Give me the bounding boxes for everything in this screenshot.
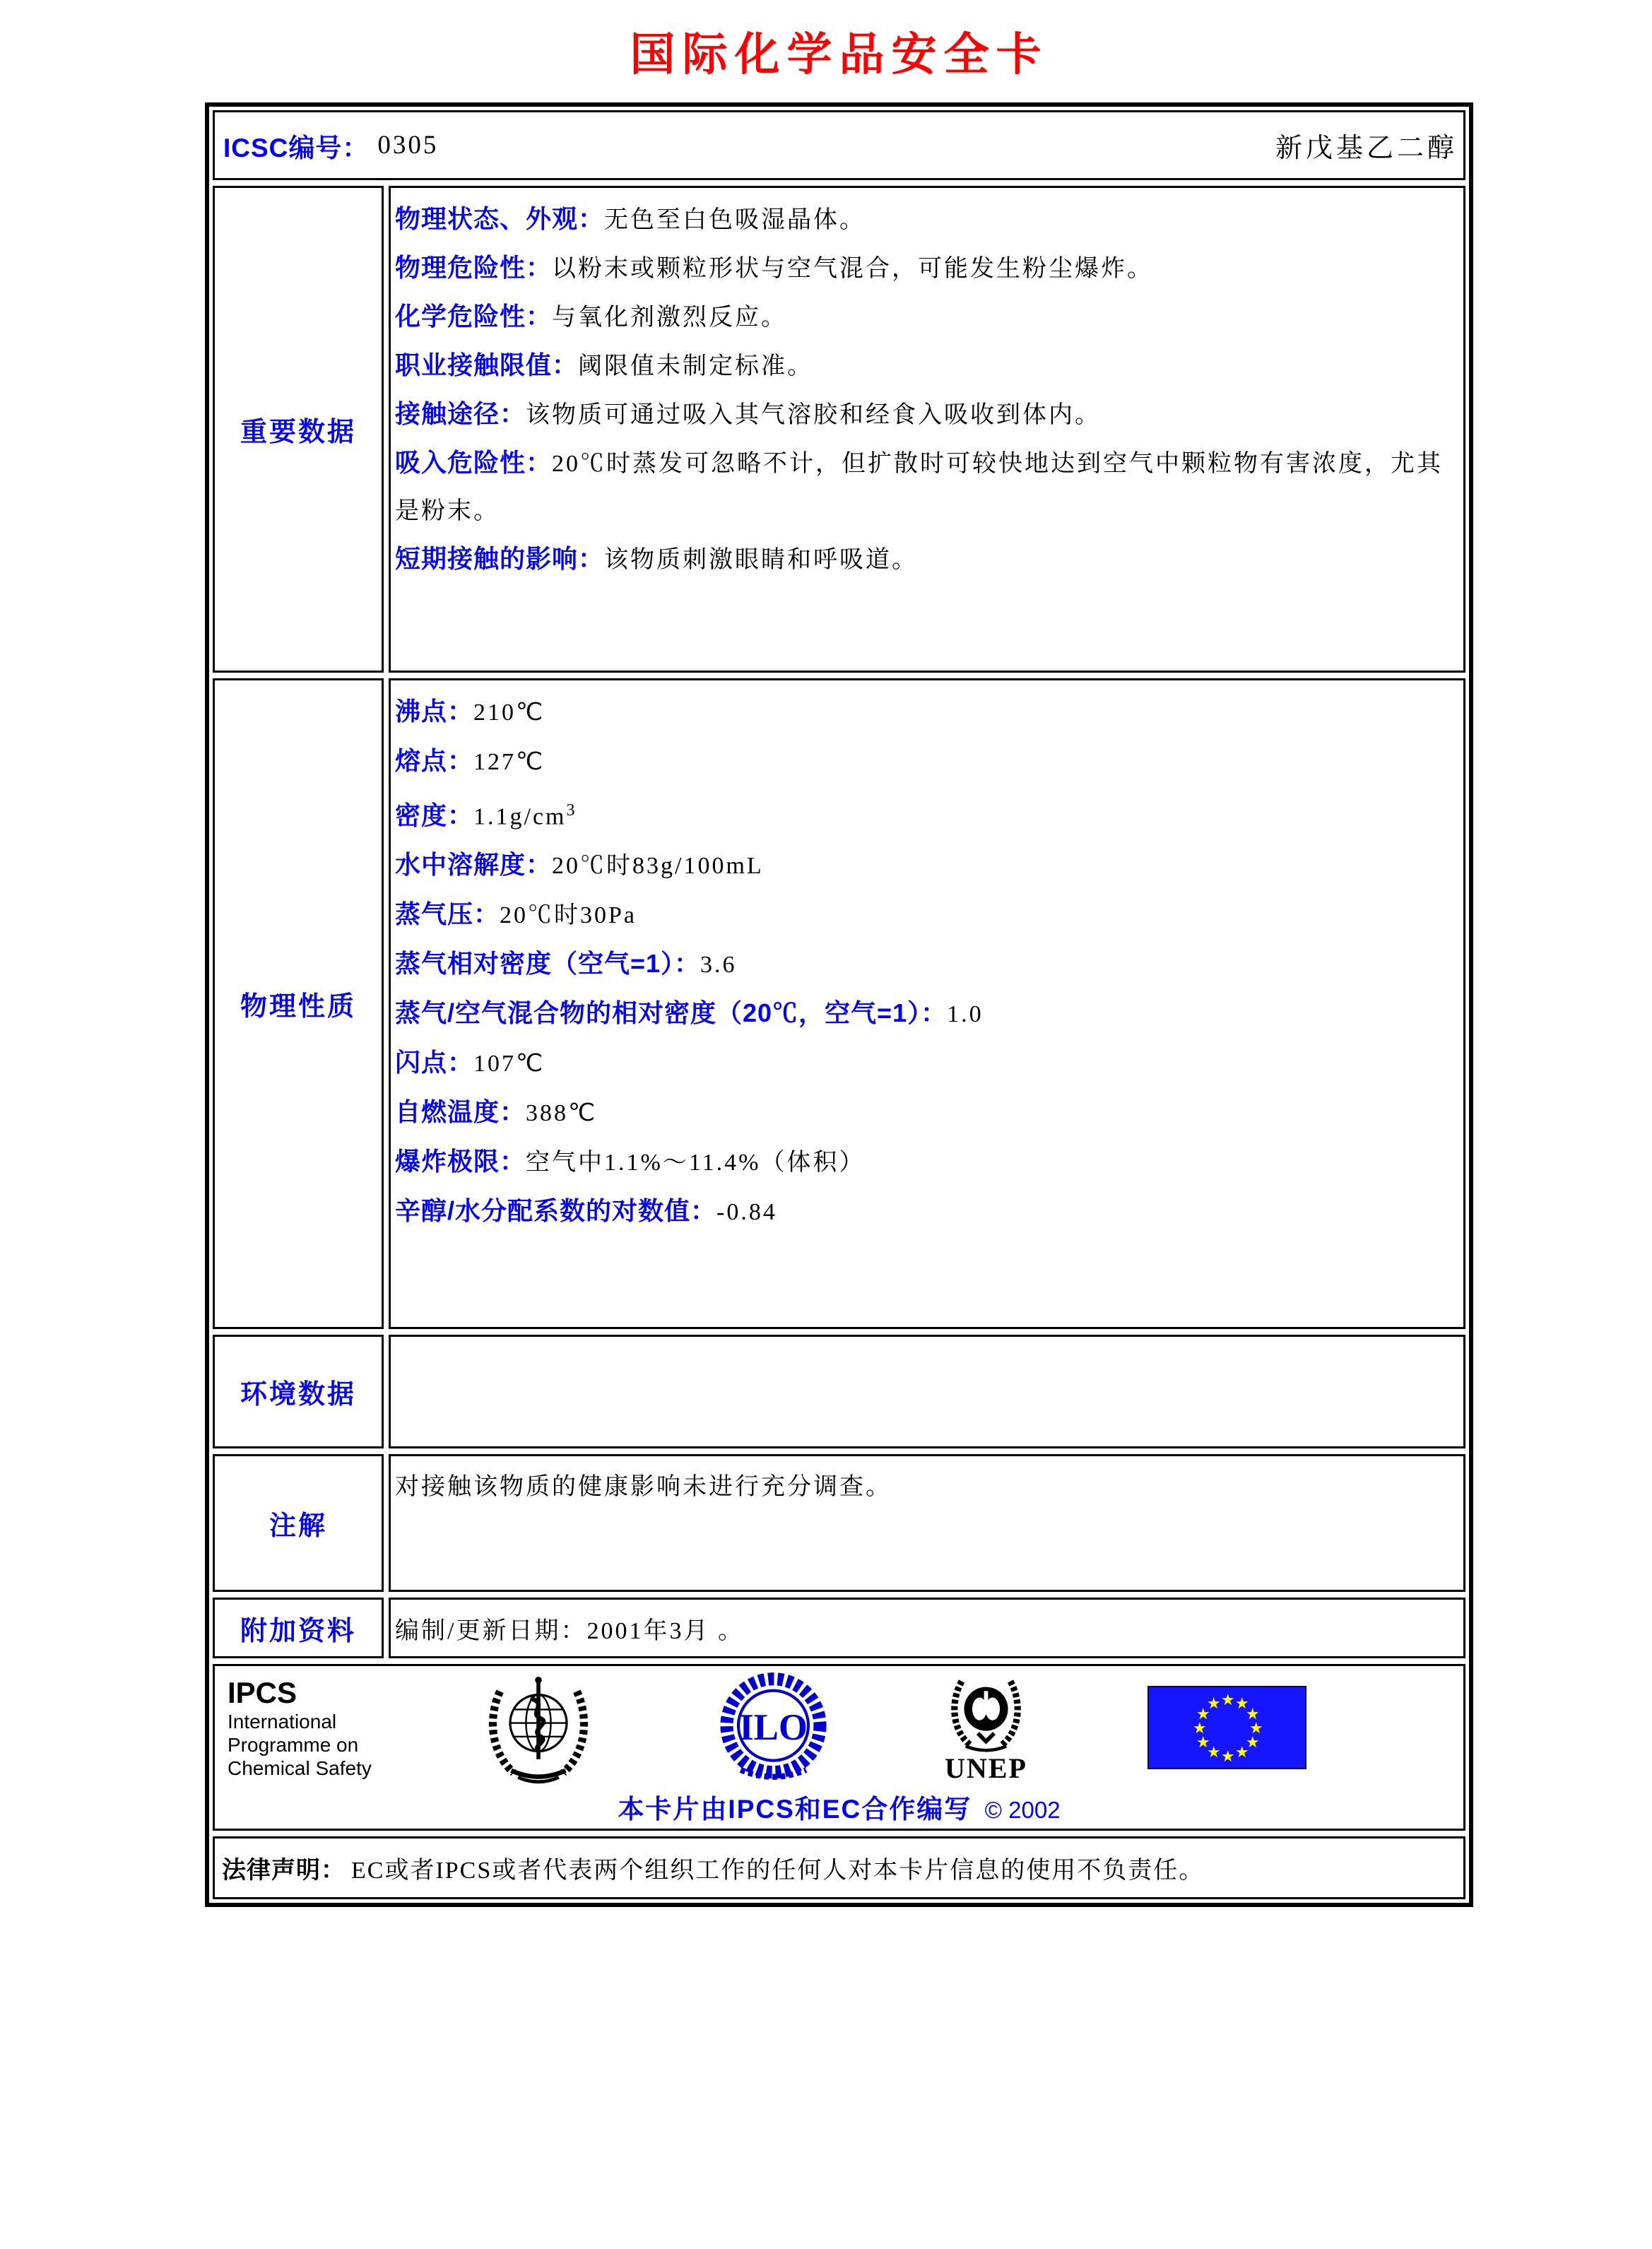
- data-line: [395, 341, 1453, 390]
- field-value: 127℃: [473, 749, 545, 775]
- field-value: 1.1g/cm: [473, 803, 567, 830]
- field-label: 物理状态、外观：: [395, 204, 605, 233]
- eu-star-icon: [1235, 1745, 1248, 1760]
- data-line: [395, 535, 1453, 584]
- section-label: 注解: [269, 1511, 327, 1541]
- important-data-label-cell: [213, 186, 384, 673]
- safety-card: [205, 102, 1473, 1907]
- physical-properties-row: [213, 678, 1465, 1329]
- field-label: 蒸气压：: [395, 899, 500, 929]
- data-line: [395, 786, 1453, 841]
- environment-data-row: [213, 1335, 1465, 1448]
- page-title: 国际化学品安全卡: [630, 30, 1049, 80]
- field-label: 熔点：: [395, 746, 474, 775]
- data-line: [395, 989, 1453, 1039]
- data-line: [395, 390, 1453, 439]
- data-line: [395, 1463, 1453, 1511]
- field-value-superscript: 3: [566, 801, 575, 820]
- ipcs-block: [222, 1676, 461, 1780]
- legal-row: [213, 1836, 1465, 1899]
- section-label: 附加资料: [240, 1616, 356, 1646]
- field-label: 密度：: [395, 801, 474, 830]
- data-line: [395, 737, 1453, 786]
- field-value: 空气中1.1%～11.4%（体积）: [526, 1150, 866, 1176]
- field-value: 与氧化剂激烈反应。: [552, 305, 788, 331]
- field-value: 1.0: [947, 1001, 984, 1028]
- field-label: 吸入危险性：: [395, 448, 553, 477]
- ipcs-title: IPCS: [228, 1675, 297, 1709]
- unep-logo-block: [945, 1673, 1027, 1783]
- additional-info-label-cell: [213, 1598, 384, 1658]
- eu-star-icon: [1193, 1720, 1205, 1736]
- field-label: 化学危险性：: [395, 302, 553, 331]
- eu-star-icon: [1196, 1735, 1209, 1750]
- header-row: [213, 110, 1465, 180]
- ipcs-subtitle-line: Programme on: [228, 1733, 359, 1756]
- field-label: 水中溶解度：: [395, 850, 553, 880]
- notes-row: [213, 1454, 1465, 1592]
- field-label: 物理危险性：: [395, 253, 553, 282]
- field-label: 爆炸极限：: [395, 1147, 526, 1176]
- field-value: 20℃时蒸发可忽略不计，但扩散时可较快地达到空气中颗粒物有害浓度，尤其是粉末。: [395, 451, 1444, 524]
- environment-data-content: [389, 1335, 1465, 1448]
- eu-star-icon: [1221, 1692, 1234, 1708]
- field-value: 该物质可通过吸入其气溶胶和经食入吸收到体内。: [526, 402, 1102, 428]
- ipcs-subtitle-line: International: [228, 1710, 337, 1733]
- ilo-logo-icon: [715, 1670, 832, 1786]
- legal-label: 法律声明：: [222, 1857, 346, 1884]
- field-value: 107℃: [473, 1051, 545, 1078]
- footer-cell: [213, 1664, 1465, 1831]
- field-label: 沸点：: [395, 697, 474, 726]
- data-line: [395, 890, 1453, 940]
- field-value: -0.84: [716, 1199, 777, 1226]
- ipcs-subtitle-line: Chemical Safety: [228, 1757, 372, 1779]
- data-line: [395, 293, 1453, 341]
- unep-logo-icon: [945, 1673, 1027, 1754]
- field-value: 阈限值未制定标准。: [578, 353, 814, 379]
- section-label: 物理性质: [240, 992, 356, 1022]
- important-data-row: [213, 186, 1465, 673]
- chemical-name: 新戊基乙二醇: [1275, 134, 1458, 163]
- eu-star-icon: [1221, 1749, 1234, 1764]
- data-line: [395, 687, 1453, 737]
- important-data-content: [389, 186, 1465, 673]
- notes-content: [389, 1454, 1465, 1592]
- icsc-number-label: ICSC编号：: [223, 133, 370, 163]
- field-value: 388℃: [526, 1100, 598, 1127]
- icsc-number-value: 0305: [377, 131, 439, 160]
- environment-data-label-cell: [213, 1335, 384, 1448]
- field-value: 20℃时30Pa: [500, 902, 637, 929]
- field-value: 210℃: [473, 700, 545, 726]
- data-line: [395, 244, 1453, 293]
- section-label: 环境数据: [240, 1380, 356, 1410]
- field-value: 该物质刺激眼睛和呼吸道。: [604, 547, 919, 573]
- field-value: 20℃时83g/100mL: [552, 853, 764, 880]
- data-line: [395, 1138, 1453, 1187]
- header-cell: [213, 110, 1465, 180]
- field-label: 职业接触限值：: [395, 350, 579, 379]
- notes-label-cell: [213, 1454, 384, 1592]
- field-label: 自燃温度：: [395, 1097, 526, 1127]
- footer-row: [213, 1664, 1465, 1831]
- data-line: [395, 940, 1453, 989]
- field-label: 闪点：: [395, 1048, 474, 1078]
- field-value: 无色至白色吸湿晶体。: [604, 207, 866, 233]
- organization-logos: [222, 1670, 1456, 1785]
- data-line: [395, 1088, 1453, 1138]
- legal-cell: [213, 1836, 1465, 1899]
- field-label: 蒸气相对密度（空气=1）：: [395, 949, 701, 979]
- physical-properties-label-cell: [213, 678, 384, 1329]
- data-line: [395, 841, 1453, 890]
- svg-text:ILO: ILO: [739, 1706, 808, 1748]
- who-logo-icon: [482, 1671, 595, 1784]
- data-line: [395, 1039, 1453, 1088]
- eu-flag-icon: [1147, 1686, 1306, 1769]
- additional-info-row: [213, 1598, 1465, 1658]
- data-line: [395, 439, 1453, 535]
- data-line: [395, 1187, 1453, 1236]
- field-label: 辛醇/水分配系数的对数值：: [395, 1196, 717, 1226]
- legal-text: EC或者IPCS或者代表两个组织工作的任何人对本卡片信息的使用不负责任。: [351, 1858, 1205, 1884]
- unep-logo-text: UNEP: [945, 1752, 1027, 1784]
- credit-text: 本卡片由IPCS和EC合作编写: [618, 1795, 972, 1824]
- physical-properties-content: [389, 678, 1465, 1329]
- field-value: 3.6: [700, 952, 737, 979]
- credit-line: [222, 1788, 1456, 1826]
- additional-info-content: [389, 1598, 1465, 1658]
- data-line: [395, 195, 1453, 244]
- field-value: 对接触该物质的健康影响未进行充分调查。: [395, 1474, 892, 1500]
- field-value: 编制/更新日期：2001年3月 。: [395, 1617, 744, 1644]
- field-label: 蒸气/空气混合物的相对密度（20℃，空气=1）：: [395, 998, 948, 1028]
- section-label: 重要数据: [240, 418, 356, 447]
- credit-year: © 2002: [984, 1797, 1061, 1823]
- field-label: 接触途径：: [395, 399, 526, 428]
- field-label: 短期接触的影响：: [395, 544, 605, 573]
- eu-star-icon: [1207, 1696, 1220, 1711]
- icsc-number-group: [223, 126, 438, 165]
- data-line: [395, 1611, 744, 1646]
- field-value: 以粉末或颗粒形状与空气混合，可能发生粉尘爆炸。: [552, 256, 1154, 282]
